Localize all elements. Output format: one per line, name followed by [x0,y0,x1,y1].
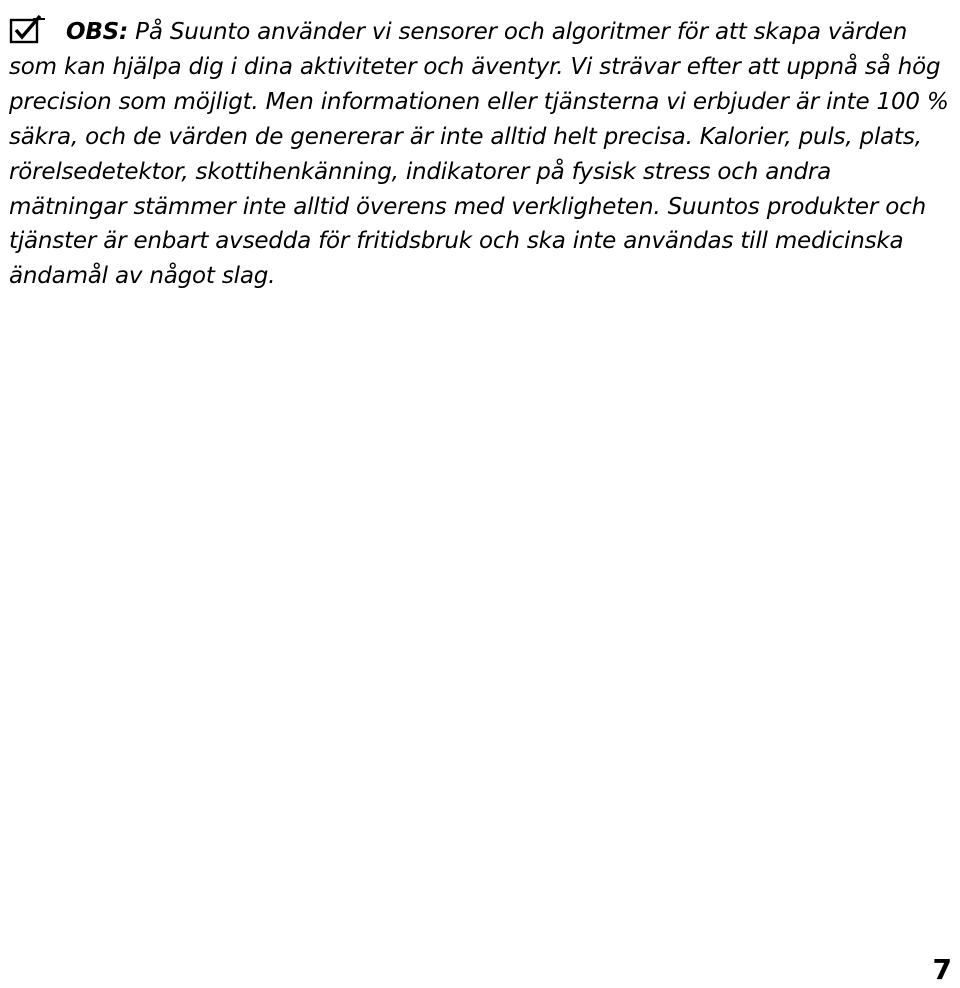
note-paragraph [9,14,951,294]
checkbox-note-icon [9,14,49,44]
note-body: På Suunto använder vi sensorer och algoritmer för att skapa värden som kan hjälpa dig i dina aktiviteter och äventyr. Vi strävar efter att uppnå så hög precision som möjligt. Men informationen eller tjänsterna vi erbjuder är inte 100 % säkra, och de värden de genererar är inte alltid helt precisa. Kalorier, puls, plats, rörelsedetektor, skottihenkänning, indikatorer på fysisk stress och andra mätningar stämmer inte alltid överens med verkligheten. Suuntos produkter och tjänster är enbart avsedda för fritidsbruk och ska inte användas till medicinska ändamål av något slag. [9,19,949,290]
page-number: 7 [932,953,952,986]
note-label: OBS: [66,19,129,45]
